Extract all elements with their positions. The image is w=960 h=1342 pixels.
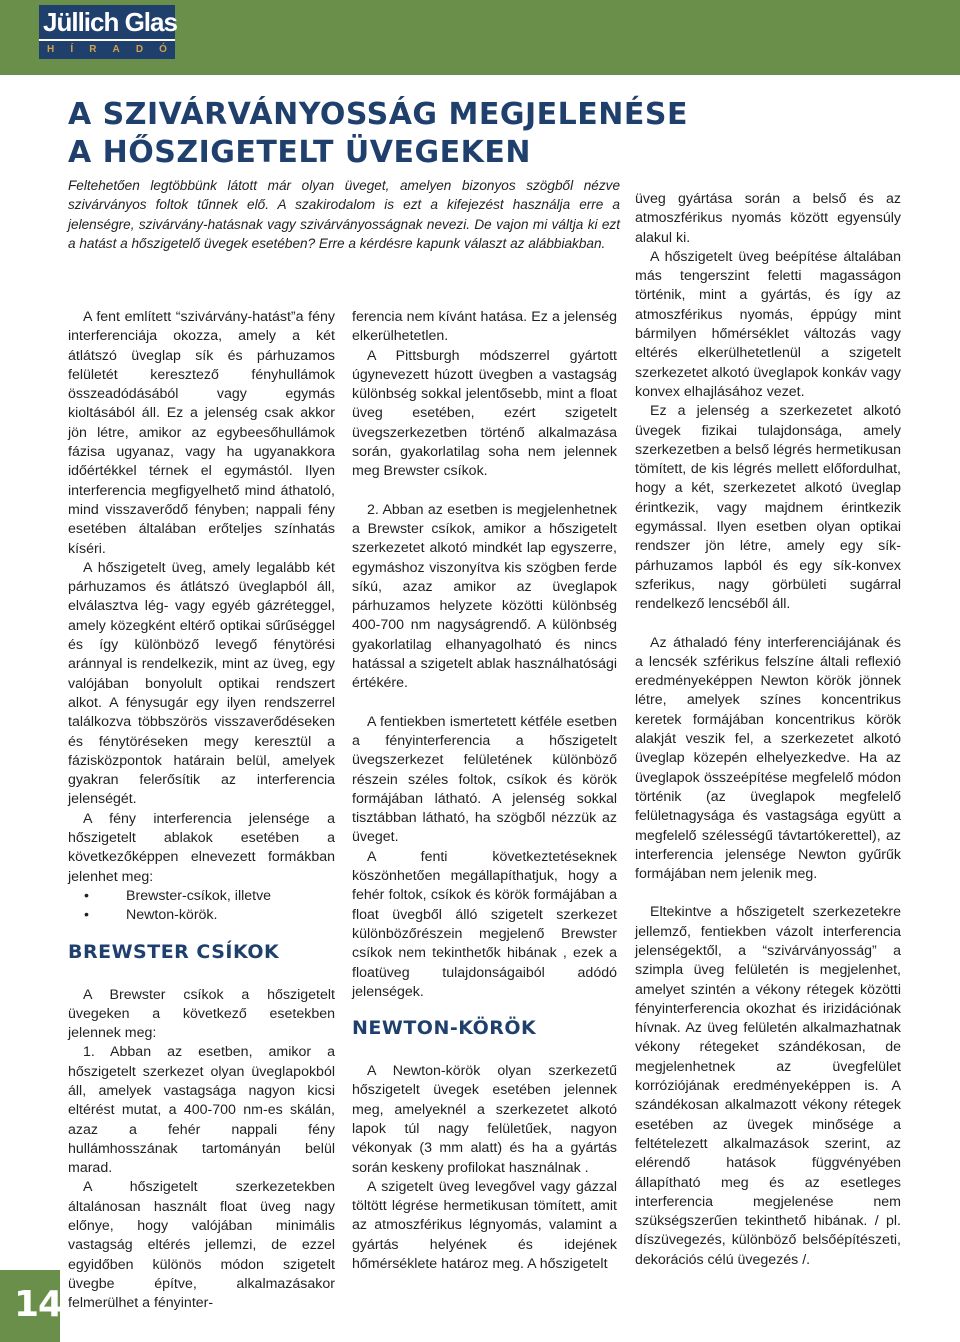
paragraph: A Newton-körök olyan szerkezetű hőszigetelt üvegek esetében jelennek meg, amelyeknél a szerkezetet alkotó lapok túl nagy felületűek, nagyon vékonyak (3 mm alatt) és ha a gyártás során keskeny profilokat használnak . [352, 1063, 617, 1176]
paragraph: 1. Abban az esetben, amikor a hőszigetelt szerkezet olyan üveglapokból áll, amelyek vastagsága nagyon kicsi eltérést mutat, a 400-700 nm-es skálán, azaz a fehér nappali fény hullámhosszának tartományán belül marad. [68, 1044, 335, 1177]
brand-logo [39, 5, 175, 59]
paragraph: A fény interferencia jelensége a hőszigetelt ablakok esetében a következőképpen elnevezett formákban jelenhet meg: [68, 810, 335, 885]
logo-letter: D [135, 43, 144, 55]
page-number: 14 [14, 1284, 63, 1325]
logo-letter: H [47, 43, 55, 55]
paragraph: A fentiekben ismertetett kétféle esetben a fényinterferencia a hőszigetelt üvegszerkezet felületének különböző részein széles foltok, csíkok és körök formájában látható. A jelenség sokkal tisztábban látható, ha szögből nézzük az üveget. [352, 713, 617, 846]
logo-name: Jüllich Glas [43, 7, 177, 37]
paragraph: A hőszigetelt üveg, amely legalább két párhuzamos és átlátszó üveglapból áll, elválasztva lég- vagy egyéb gázréteggel, amely közegként eltérő optikai sűrűséggel és így különböző levegő fénytörési aránnyal is rendelkezik, mint az üveg, egy valójában bonyolult optikai rendszert alkot. A fénysugár egy ilyen rendszerrel találkozva többszörös visszaverődéseken és fénytöréseken megy keresztül a fázisközpontok határain belül, amelyek gyakran felerősítik az interferencia jelenségét. [68, 559, 335, 808]
logo-subtitle [39, 39, 175, 57]
bullet-icon: • [84, 907, 89, 924]
paragraph: 2. Abban az esetben is megjelenhetnek a Brewster csíkok, amikor a hőszigetelt szerkezetet alkotó mindkét lap egyszerre, egymáshoz viszonyítva kis szögben ferde síkú, azaz amikor az üveglapok párhuzamos helyzete közötti különbség 400-700 nm nagyságrendő. A különbség gyakorlatilag elhanyagolható és nincs hatással a szigetelt ablak használhatósági értékére. [352, 501, 618, 692]
list-item [68, 906, 335, 925]
paragraph: Ez a jelenség a szerkezetet alkotó üvegek fizikai tulajdonsága, amely szerkezetben a belső légrés hermetikusan tömített, de kis légrés mellett előfordulhat, hogy a két, szerkezetet alkotó üveglap érintkezik, vagy majdnem érintkezik egymással. Ilyen esetben olyan optikai rendszer jön létre, amely egy sík-párhuzamos lapból és egy sík-konvex szferikus, nagy görbületi sugárral rendelkező lencséből áll. [635, 403, 901, 613]
paragraph: Eltekintve a hőszigetelt szerkezetekre jellemző, fentiekben vázolt interferencia jelenségektől, a “szivárványosság” a szimpla üveg felületén is megjelenhet, amelyet szintén a vékony rétegek közötti fényinterferencia okozhat és irizidációnak hívnak. Az üveg felületén alkalmazhatnak vékony rétegeket szándékosan, de megjelenhetnek az üvegfelület korróziójának eredményeképpen is. A szándékosan alkalmazott vékony rétegek esetében az üvegek minősége a feltételezett alkalmazások szerint, az elérendő hatások függvényében állapítható meg és az esetleges interferencia megjelenése nem szükségszerűen tekinthető hibának. / pl. díszüvegezés, különböző belsőépítészeti, dekorációs célú üvegezés /. [635, 904, 901, 1268]
paragraph: üveg gyártása során a belső és az atmoszférikus nyomás között egyensúly alakul ki. [635, 191, 901, 246]
column-1 [68, 308, 335, 1314]
list-item-label: Brewster-csíkok, illetve [126, 887, 272, 904]
logo-letter: Í [70, 43, 74, 55]
paragraph: A fent említett “szivárvány-hatást”a fény interferenciája okozza, amely a két átlátszó üveglap sík és párhuzamos felületét keresztező fényhullámok összeadódásából vagy egymás kioltásából áll. Ez a jelenség csak akkor jön létre, amikor az egybeesőhullámok fázisa ugyanaz, vagy ha ugyanakkora időértékkel térnek el egymástól. Ilyen interferencia megfigyelhető mind áthatoló, mind visszaverődő fényben; nappali fény esetében általában erőteljes színhatás kíséri. [68, 309, 335, 557]
title-line-2: A HŐSZIGETELT ÜVEGEKEN [68, 135, 531, 170]
column-3 [635, 190, 901, 1270]
list-item [68, 887, 335, 906]
paragraph: ferencia nem kívánt hatása. Ez a jelenség elkerülhetetlen. [352, 309, 617, 345]
logo-letter: Ó [159, 43, 167, 55]
paragraph: A Pittsburgh módszerrel gyártott úgynevezett húzott üvegben a vastagság különbség sokkal jelentősebb, mint a float üveg esetében, ezért szigetelt üvegszerkezetben történő alkalmazása során, gyakorlatilag soha nem jelennek meg Brewster csíkok. [352, 347, 617, 480]
paragraph: A hőszigetelt szerkezetekben általánosan használt float üveg nagy előnye, hogy valójában minimális vastagság eltérés jellemzi, de ezzel egyidőben különös módon szigetelt üvegbe építve, alkalmazásakor felmerülhet a fényinter- [68, 1179, 335, 1312]
paragraph: A szigetelt üveg levegővel vagy gázzal töltött légrése hermetikusan tömített, amit az atmoszférikus légnyomás, valamint a gyártás helyének és idejének hőmérséklete határoz meg. A hőszigetelt [352, 1178, 617, 1273]
header-bar [0, 0, 960, 75]
bullet-icon: • [84, 887, 89, 904]
paragraph: A Brewster csíkok a hőszigetelt üvegeken a következő esetekben jelennek meg: [68, 986, 335, 1042]
lead-paragraph: Feltehetően legtöbbünk látott már olyan üveget, amelyen bizonyos szögből nézve szivárványos foltok tűnnek elő. A szakirodalom is ezt a kifejezést használja erre a jelenségre, szivárvány-hatásnak vagy szivárványosságnak nevezi. De vajon mi váltja ki ezt a hatást a hőszigetelő üvegek esetében? Erre a kérdésre kapunk választ az alábbiakban. [68, 178, 620, 251]
logo-letter: A [112, 43, 120, 55]
list-item-label: Newton-körök. [126, 907, 218, 924]
paragraph: A hőszigetelt üveg beépítése általában más tengerszint feletti magasságon történik, mint a gyártás, és így az atmoszférikus nyomás, éppúgy mint bármilyen hőmérséklet változás vagy eltérés elkerülhetetlenül a szigetelt szerkezetet alkotó üveglapok konkáv vagy konvex elhajlásához vezet. [635, 248, 901, 400]
logo-letter: R [89, 43, 97, 55]
bullet-list [68, 887, 335, 926]
paragraph: A fenti következtetéseknek köszönhetően megállapíthatjuk, hogy a fehér foltok, csíkok és körök formájában a float üvegből álló szigetelt szerkezet különbözőrészein megjelenő Brewster csíkok nem tekinthetők hibának , ezek a floatüveg tulajdonságaiból adódó jelenségek. [352, 848, 617, 1000]
article-title [68, 96, 688, 172]
paragraph: Az áthaladó fény interferenciájának és a lencsék szférikus felszíne általi reflexió eredményeképpen Newton körök jönnek létre, amelyek színes koncentrikus keretek formájában koncentrikus körök alakját veszik fel, a szerkezetet alkotó üveglap közepén elhelyezkedve. Ha az üveglapok összeépítése megfelelő módon történik (az üveglapok megfelelő felületnagysága és vastagsága együtt a megfelelő szélességű távtartókerettel), az interferencia jelensége Newton gyűrűk formájában nem jelenik meg. [635, 634, 901, 883]
column-2 [352, 308, 617, 1274]
section-heading-brewster: BREWSTER CSÍKOK [68, 940, 280, 963]
title-line-1: A SZIVÁRVÁNYOSSÁG MEGJELENÉSE [68, 97, 688, 132]
section-heading-newton: NEWTON-KÖRÖK [352, 1017, 537, 1040]
